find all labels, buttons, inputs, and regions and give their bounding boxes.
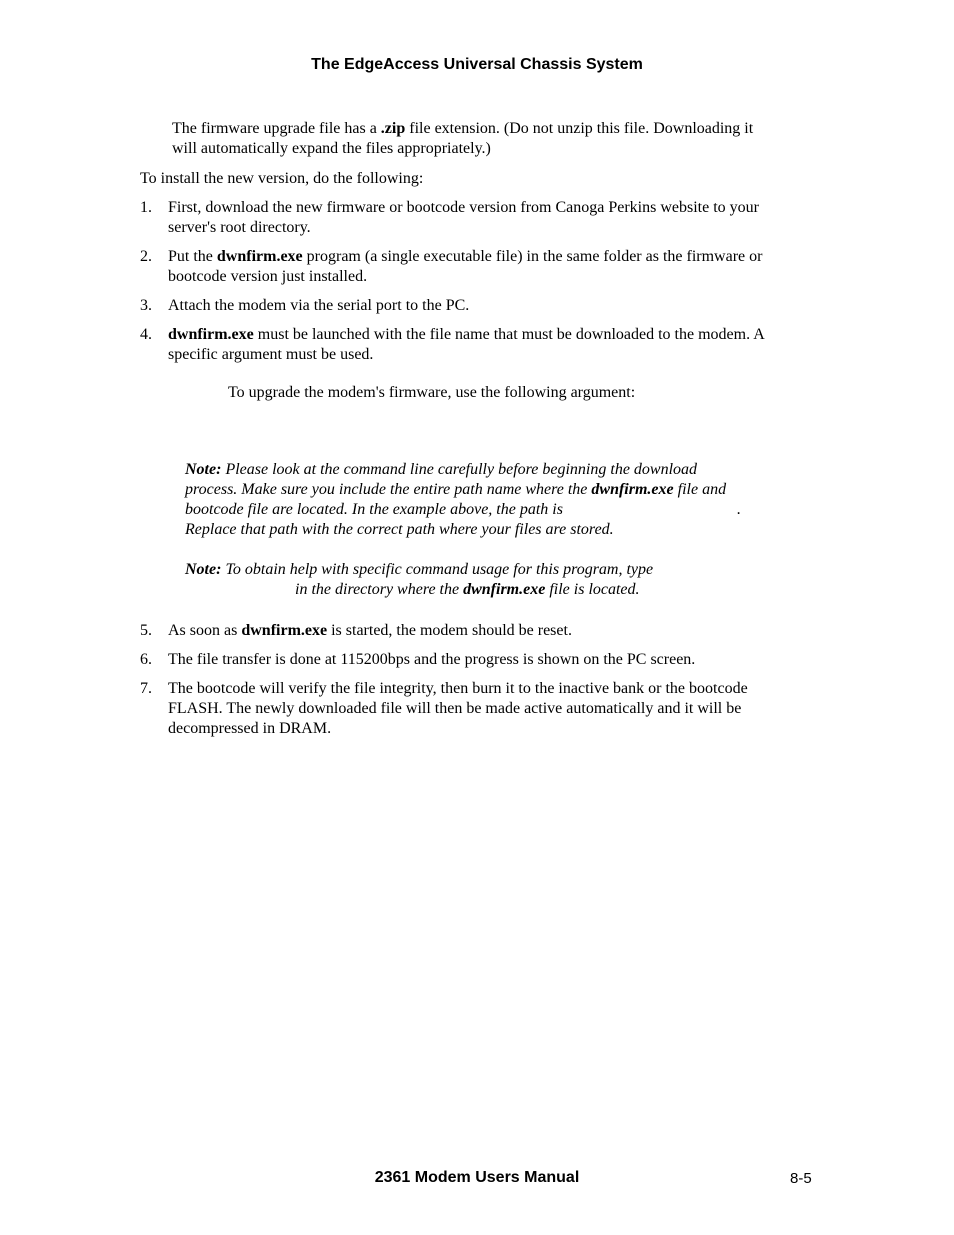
- note-text: file and: [673, 481, 727, 498]
- note-line: [185, 560, 775, 580]
- program-name: dwnfirm.exe: [591, 481, 674, 498]
- step-line: decompressed in DRAM.: [168, 720, 332, 737]
- step-line: server's root directory.: [168, 219, 311, 236]
- note-text: Please look at the command line carefully before beginning the download: [221, 461, 698, 478]
- step-text-fragment: Put the: [168, 248, 217, 265]
- note-line: [185, 500, 775, 520]
- list-item-step-3: [140, 296, 820, 316]
- list-item-step-4: [140, 325, 820, 365]
- step-number: 7.: [140, 680, 152, 697]
- list-item-step-1: [140, 198, 820, 238]
- program-name: dwnfirm.exe: [216, 248, 303, 265]
- step-text: [168, 247, 818, 287]
- step-number: 3.: [140, 297, 152, 314]
- step-text: [168, 621, 818, 641]
- footer-title: 2361 Modem Users Manual: [374, 1169, 580, 1186]
- note-help: [185, 560, 775, 600]
- step-number: 4.: [140, 326, 152, 343]
- step-number: 5.: [140, 622, 152, 639]
- note-text: in the directory where the: [295, 581, 464, 598]
- note-period: .: [737, 501, 741, 518]
- step-text-fragment: As soon as: [168, 622, 242, 639]
- list-item-step-5: [140, 621, 820, 641]
- note-text: process. Make sure you include the entire path name where the: [185, 481, 592, 498]
- note-line: [185, 580, 775, 600]
- step-line: The file transfer is done at 115200bps and the progress is shown on the PC screen.: [168, 651, 696, 668]
- step-text: [168, 650, 818, 670]
- intro-text: file extension. (Do not unzip this file. Downloading it: [405, 120, 754, 137]
- intro-line-2: will automatically expand the files appropriately.): [172, 140, 491, 157]
- step-line: First, download the new firmware or bootcode version from Canoga Perkins website to your: [168, 199, 759, 216]
- step-text-fragment: must be launched with the file name that must be downloaded to the modem. A: [253, 326, 765, 343]
- step-line: [168, 621, 818, 641]
- step-number: 6.: [140, 651, 152, 668]
- step-text-fragment: is started, the modem should be reset.: [327, 622, 572, 639]
- note-label: Note:: [185, 461, 222, 478]
- note-line: [185, 480, 775, 500]
- step-number: 2.: [140, 248, 152, 265]
- step-line: [168, 247, 818, 267]
- step-text: [168, 198, 818, 238]
- page-header: The EdgeAccess Universal Chassis System: [311, 56, 643, 73]
- program-name: dwnfirm.exe: [168, 326, 254, 343]
- note-path: [185, 460, 775, 540]
- note-text: To obtain help with specific command usage for this program, type: [221, 561, 654, 578]
- program-name: dwnfirm.exe: [463, 581, 546, 598]
- program-name: dwnfirm.exe: [241, 622, 328, 639]
- list-item-step-6: [140, 650, 820, 670]
- step-text: [168, 679, 818, 739]
- step-text: [168, 296, 818, 316]
- note-line: Replace that path with the correct path where your files are stored.: [185, 521, 614, 538]
- step-line: bootcode version just installed.: [168, 268, 368, 285]
- step-line: The bootcode will verify the file integrity, then burn it to the inactive bank or the bootcode: [168, 680, 748, 697]
- list-item-step-7: [140, 679, 820, 739]
- zip-extension: .zip: [380, 120, 406, 137]
- note-label: Note:: [185, 561, 222, 578]
- intro-paragraph: [172, 119, 812, 159]
- step-line: specific argument must be used.: [168, 346, 374, 363]
- intro-line-1: [172, 119, 812, 139]
- note-line: [185, 460, 775, 480]
- step-line: [168, 325, 818, 345]
- step-line: FLASH. The newly downloaded file will then be made active automatically and it will be: [168, 700, 742, 717]
- list-item-step-2: [140, 247, 820, 287]
- step-text-fragment: program (a single executable file) in the same folder as the firmware or: [302, 248, 763, 265]
- instructions-lead: To install the new version, do the following:: [140, 170, 424, 187]
- argument-instruction: To upgrade the modem's firmware, use the following argument:: [228, 384, 636, 401]
- intro-text: The firmware upgrade file has a: [172, 120, 381, 137]
- step-text: [168, 325, 818, 365]
- step-number: 1.: [140, 199, 152, 216]
- page-number: 8-5: [790, 1170, 812, 1187]
- step-line: Attach the modem via the serial port to the PC.: [168, 297, 470, 314]
- note-text: file is located.: [545, 581, 640, 598]
- note-text: bootcode file are located. In the example above, the path is: [185, 501, 563, 518]
